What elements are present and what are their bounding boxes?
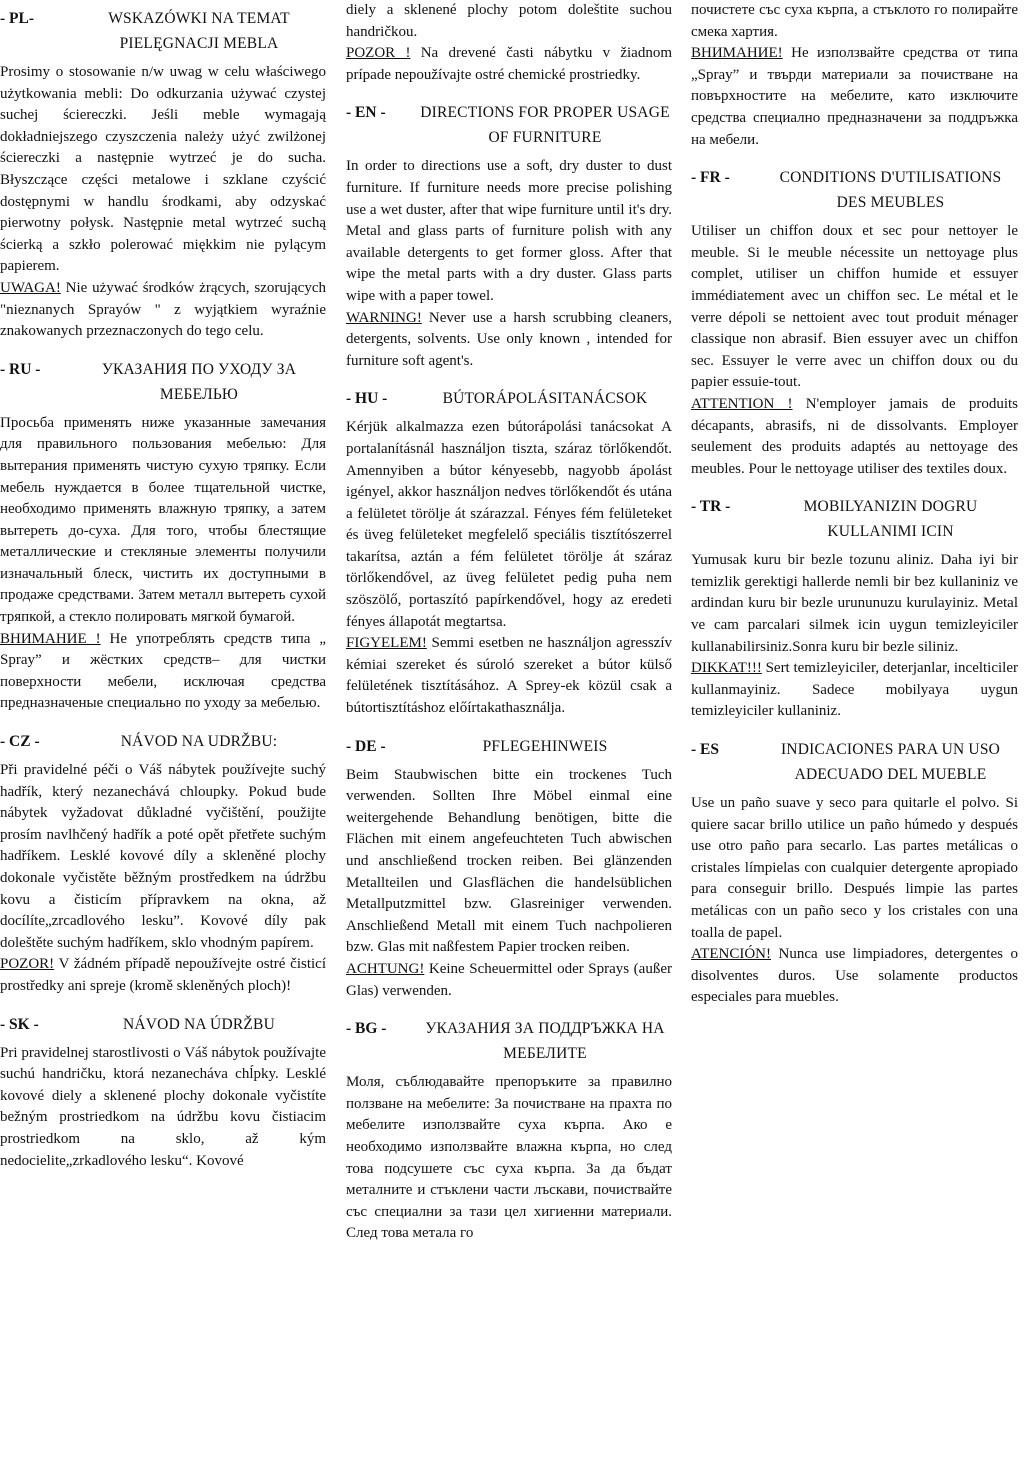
warning-paragraph — [0, 629, 326, 715]
warning-text: V žádném případě nepoužívejte ostré čisticí prostředky ani spreje (kromě skleněných ploch)! — [0, 956, 326, 994]
warning-label: ATENCIÓN! — [691, 946, 771, 963]
warning-paragraph — [0, 954, 326, 997]
language-code: - EN - — [346, 104, 386, 122]
section-title: CONDITIONS D'UTILISATIONS DES MEUBLES — [779, 169, 1002, 212]
language-code: - FR - — [691, 169, 730, 187]
warning-label: ВНИМАНИЕ ! — [0, 630, 101, 647]
warning-paragraph — [346, 633, 672, 719]
warning-label: ВНИМАНИЕ! — [691, 45, 783, 62]
language-code: - HU - — [346, 390, 388, 408]
instructions-text-continued: diely a sklenené plochy potom doleštite suchou handričkou. — [346, 2, 672, 40]
section-title: DIRECTIONS FOR PROPER USAGE OF FURNITURE — [420, 104, 670, 147]
instructions-text: Kérjük alkalmazza ezen bútorápolási tanácsokat A portalanításnál használjon tiszta, száraz törlőkendőt. Amennyiben a bútor kényesebb, nagyobb ápolást igényel, akkor használjon nedves törlőkendőt és utána a felületet törölje át szárazzal. Fényes fém felületeket és üveg felületeket megfelelő speciális tisztítószerrel takarítsa, aztán a fém felületet törölje át száraz törlőkendővel, az üveg felületet pedig puha nem szöszölő, portaszító papírkendővel, hogy az eredeti fényes állapotát megtartsa. — [346, 419, 672, 630]
section-heading — [0, 357, 326, 407]
section-title: WSKAZÓWKI NA TEMAT PIELĘGNACJI MEBLA — [108, 10, 290, 52]
warning-label: WARNING! — [346, 309, 422, 326]
instructions-text: Utiliser un chiffon doux et sec pour nettoyer le meuble. Si le meuble nécessite un nettoyage plus complet, utiliser un chiffon humide et essuyer immédiatement avec un chiffon sec. Le métal et le verre dépoli se nettoient avec tout produit ménager classique non abrasif. Bien essuyer avec un chiffon sec. Essuyer le verre avec un chiffon doux ou du papier essuie-tout. — [691, 223, 1018, 391]
language-code: - PL- — [0, 10, 35, 27]
section-heading — [346, 386, 672, 411]
language-code: - ES — [691, 741, 719, 759]
section-body — [0, 62, 326, 343]
warning-paragraph — [346, 43, 672, 86]
section-title: MOBILYANIZIN DOGRU KULLANIMI ICIN — [803, 498, 978, 541]
section-body — [346, 156, 672, 372]
instructions-text: Prosimy o stosowanie n/w uwag w celu właściwego użytkowania mebli: Do odkurzania używać czystej suchej ściereczki. Jeśli meble wymagają dokładniejszego czyszczenia należy użyć zwilżonej ściereczki a następnie wytrzeć je do sucha. Błyszczące części metalowe i szklane czyścić dostępnymi w handlu środkami, aby odzyskać pierwotny połysk. Następnie metal wytrzeć suchą ścierką a szkło polerować miękkim nie pylącym papierem. — [0, 64, 326, 275]
warning-paragraph — [691, 43, 1018, 151]
warning-text: Sert temizleyiciler, deterjanlar, incelticiler kullanmayiniz. Sadece mobilyaya uygun temizleyiciler kullaniniz. — [691, 660, 1018, 720]
warning-label: FIGYELEM! — [346, 635, 427, 652]
warning-text: Semmi esetben ne használjon agresszív kémiai szereket és súroló szereket a bútor külső felületének tisztításához. A Sprey-ek közül csak a bútortisztításhoz előírtakathasználja. — [346, 635, 672, 717]
instructions-text: Yumusak kuru bir bezle tozunu aliniz. Daha iyi bir temizlik gerektigi hallerde nemli bir bez kullaniniz ve ardindan kuru bir bezle urununuzu kurulayiniz. Metal ve cam parcalari silmek icin uygun temizleyiciler kullanabilirsiniz.Sonra kuru bir bezle siliniz. — [691, 552, 1018, 655]
language-code: - SK - — [0, 1015, 39, 1033]
language-code: - TR - — [691, 498, 731, 516]
section-body — [691, 221, 1018, 480]
section-body — [346, 765, 672, 1003]
section-title: УКАЗАНИЯ ПО УХОДУ ЗА МЕБЕЛЬЮ — [101, 360, 297, 403]
section-heading — [0, 6, 326, 56]
warning-paragraph — [691, 944, 1018, 1009]
section-sk-continued — [346, 0, 672, 86]
warning-paragraph — [691, 658, 1018, 723]
section-fr — [691, 165, 1018, 480]
section-title: INDICACIONES PARA UN USO ADECUADO DEL MUEBLE — [780, 741, 1001, 784]
section-body — [691, 793, 1018, 1009]
section-body — [346, 1072, 672, 1245]
section-es — [691, 737, 1018, 1009]
warning-label: POZOR! — [0, 956, 55, 973]
instructions-text-continued: почистете със суха кърпа, а стъклото го полирайте смека хартия. — [691, 2, 1018, 40]
warning-paragraph — [346, 308, 672, 373]
section-title: PFLEGEHINWEIS — [482, 737, 608, 755]
instructions-text: Beim Staubwischen bitte ein trockenes Tuch verwenden. Sollten Ihre Möbel einmal eine weitergehende Behandlung benötigen, bitte die Flächen mit einem angefeuchteten Tuch abwischen und anschließend trocken reiben. Bei glänzenden Metallteilen und Glasflächen die handelsüblichen Metallputzmittel bzw. Glasreiniger verwenden. Anschließend Metall mit einem Tuch nachpolieren bzw. Glas mit naßfestem Papier trocken reiben. — [346, 766, 672, 956]
section-heading — [346, 1016, 672, 1066]
section-ru — [0, 357, 326, 715]
warning-text: N'employer jamais de produits décapants, abrasifs, ni de dissolvants. Employer seulement des produits adaptés au nettoyage des meubles. Pour le nettoyage utiliser des textiles doux. — [691, 395, 1018, 477]
section-heading — [691, 737, 1018, 787]
section-heading — [691, 494, 1018, 544]
column-right — [691, 0, 1018, 1023]
warning-label: ATTENTION ! — [691, 395, 793, 412]
section-de — [346, 734, 672, 1003]
column-middle — [346, 0, 672, 1259]
section-heading — [0, 1012, 326, 1037]
warning-paragraph — [0, 278, 326, 343]
section-cz — [0, 729, 326, 998]
section-heading — [346, 100, 672, 150]
warning-label: POZOR ! — [346, 45, 411, 62]
language-code: - DE - — [346, 737, 386, 755]
section-heading — [0, 729, 326, 754]
section-tr — [691, 494, 1018, 723]
warning-text: Nie używać środków żrących, szorujących "nieznanych Sprayów " z wyjątkiem wyraźnie znakowanych przeznaczonych do tego celu. — [0, 279, 326, 340]
warning-label: UWAGA! — [0, 279, 61, 296]
warning-label: ACHTUNG! — [346, 960, 425, 977]
section-bg-continued — [691, 0, 1018, 151]
section-en — [346, 100, 672, 372]
warning-text: Na drevené časti nábytku v žiadnom prípade nepoužívajte ostré chemické prostriedky. — [346, 45, 673, 83]
warning-text: Не употреблять средств типа „ Spray” и жёстких средств– для чистки поверхности мебели, исключая средства предназначеные специально по уходу за мебелью. — [0, 630, 326, 712]
instructions-text: Use un paño suave y seco para quitarle el polvo. Si quiere sacar brillo utilice un paño húmedo y después use otro paño para secarlo. Las partes metálicas o cristales límpielas con cualquier detergente apropiado para conseguir brillo. Después limpie las partes metálicas con un paño seco y los cristales con una toalla de papel. — [691, 795, 1018, 941]
section-heading — [346, 734, 672, 759]
instructions-text: In order to directions use a soft, dry duster to dust furniture. If furniture needs more precise polishing use a wet duster, after that wipe furniture until it's dry. Metal and glass parts of furniture polish with any available detergents to get former gloss. After that wipe the metal parts with a dry duster. Glass parts wipe with a paper towel. — [346, 158, 672, 304]
section-body — [346, 417, 672, 719]
section-sk — [0, 1012, 326, 1173]
instructions-text: Моля, съблюдавайте препоръките за правилно ползване на мебелите: За почистване на прахта по мебелите използвайте суха кърпа. Ако е необходимо използвайте влажна кърпа, но след това подсушете със суха кърпа. За да бъдат металните и стъклени части лъскави, почиствайте със специални за тази цел хигиенни материали. След това метала го — [346, 1074, 672, 1242]
instructions-text: Pri pravidelnej starostlivosti o Váš nábytok používajte suchú handričku, ktorá nezanecháva chĺpky. Lesklé kovové diely a sklenené plochy dokonale vyčistíte bežným prostriedkom na údržbu kovu čistiacim prostriedkom na sklo, až kým nedocielite„zrkadlového lesku“. Kovové — [0, 1044, 326, 1169]
warning-text: Nunca use limpiadores, detergentes o disolventes duros. Use solamente productos especiales para muebles. — [691, 946, 1018, 1006]
warning-text: Keine Scheuermittel oder Sprays (außer Glas) verwenden. — [346, 960, 672, 999]
section-body — [691, 550, 1018, 723]
language-code: - RU - — [0, 360, 41, 378]
warning-text: Never use a harsh scrubbing cleaners, detergents, solvents. Use only known , intended for furniture soft agent's. — [346, 309, 672, 369]
instructions-text: Просьба применять ниже указанные замечания для правильного пользования мебелью: Для вытерания применять чистую сухую тряпку. Если мебель нуждается в более тщательной чистке, необходимо применять влажную тряпку, а затем вытереть до-суха. Для того, чтобы блестящие металлические и стекляные элементы получили изначальный блеск, чистить их доступными в продаже средствами. Затем металл вытереть сухой тряпкой, а стекло полировать мягкой бумагой. — [0, 414, 326, 626]
section-body — [0, 760, 326, 998]
section-pl — [0, 6, 326, 343]
warning-text: Не използвайте средства от типа „Spray” и твърди материали за почистване на повърхностите на мебелите, като изключите средства специално предназначени за поддръжка на мебели. — [691, 45, 1018, 148]
section-title: УКАЗАНИЯ ЗА ПОДДРЪЖКА НА МЕБЕЛИТЕ — [425, 1020, 665, 1063]
instructions-text: Při pravidelné péči o Váš nábytek používejte suchý hadřík, který nezanechává chloupky. Pokud bude nábytek vyžadovat důkladné vyčištění, použijte prosím navlhčený hadřík a poté opět přetřete suchým hadříkem. Lesklé kovové díly a skleněné plochy dokonale vyčistěte běžným prostředkem na údržbu kovu a čisticím přípravkem na okna, až docílíte„zrcadlového lesku”. Kovové díly pak doleštěte suchým hadříkem, sklo vhodným papírem. — [0, 762, 326, 951]
section-title: BÚTORÁPOLÁSITANÁCSOK — [442, 390, 648, 408]
section-heading — [691, 165, 1018, 215]
column-left — [0, 0, 326, 1186]
section-hu — [346, 386, 672, 719]
section-title: NÁVOD NA ÚDRŽBU — [123, 1015, 275, 1033]
language-code: - BG - — [346, 1020, 387, 1038]
section-body — [0, 413, 326, 715]
warning-paragraph — [346, 959, 672, 1002]
language-code: - CZ - — [0, 733, 40, 751]
warning-label: DIKKAT!!! — [691, 660, 762, 677]
warning-paragraph — [691, 394, 1018, 480]
section-bg — [346, 1016, 672, 1245]
section-body — [0, 1043, 326, 1173]
section-title: NÁVOD NA UDRŽBU: — [120, 733, 278, 751]
